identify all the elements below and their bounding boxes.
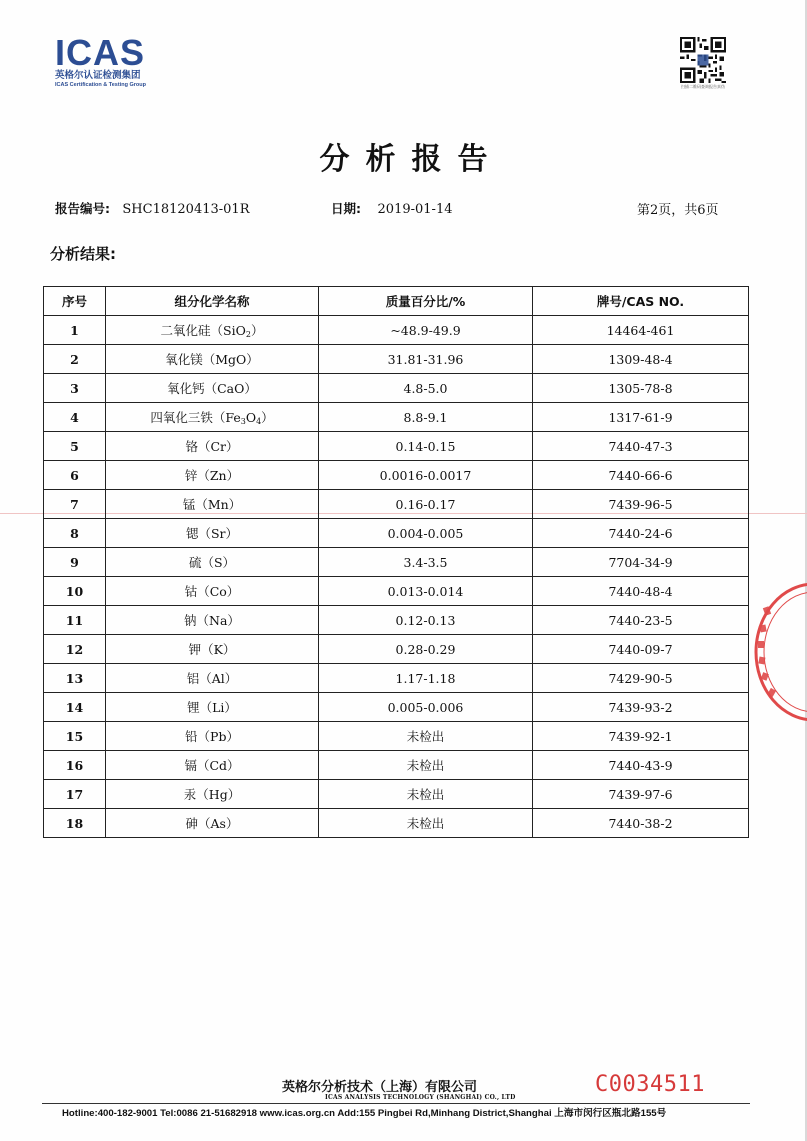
table-row xyxy=(44,403,749,432)
col-header-name: 组分化学名称 xyxy=(106,287,319,316)
cell-cas: 7440-48-4 xyxy=(533,577,749,606)
cell-cas: 7429-90-5 xyxy=(533,664,749,693)
footer-divider xyxy=(42,1103,750,1104)
cell-no: 9 xyxy=(44,548,106,577)
icas-logo xyxy=(55,32,165,89)
cell-percent: 8.8-9.1 xyxy=(319,403,533,432)
table-row xyxy=(44,461,749,490)
cell-name: 四氧化三铁$(Fe_3O_4)$ xyxy=(106,403,319,432)
cell-cas: 7439-96-5 xyxy=(533,490,749,519)
contact-info: Hotline:400-182-9001 Tel:0086 21-51682918 www.icas.org.cn Add:155 Pingbei Rd,Minhang District,Shanghai 上海市闵行区瓶北路155号 xyxy=(62,1108,667,1119)
report-date xyxy=(331,199,452,217)
cell-cas: 7440-43-9 xyxy=(533,751,749,780)
cell-cas: 7440-24-6 xyxy=(533,519,749,548)
cell-cas: 7440-47-3 xyxy=(533,432,749,461)
table-row xyxy=(44,664,749,693)
cell-cas: 7440-23-5 xyxy=(533,606,749,635)
report-date-value: 2019-01-14 xyxy=(377,202,453,217)
cell-no: 15 xyxy=(44,722,106,751)
cell-percent: 0.28-0.29 xyxy=(319,635,533,664)
cell-no: 17 xyxy=(44,780,106,809)
cell-name: 氧化钙（CaO） xyxy=(106,374,319,403)
logo-mark: ICAS xyxy=(55,32,146,73)
company-name-cn: 英格尔分析技术（上海）有限公司 xyxy=(282,1080,478,1095)
cell-cas: 7704-34-9 xyxy=(533,548,749,577)
table-row xyxy=(44,490,749,519)
col-header-no: 序号 xyxy=(44,287,106,316)
cell-no: 6 xyxy=(44,461,106,490)
cell-no: 1 xyxy=(44,316,106,345)
logo-en-text: ICAS Certification & Testing Group xyxy=(55,82,146,88)
cell-percent: 3.4-3.5 xyxy=(319,548,533,577)
qr-code-icon xyxy=(680,37,726,83)
cell-no: 10 xyxy=(44,577,106,606)
table-row xyxy=(44,635,749,664)
cell-percent: 0.013-0.014 xyxy=(319,577,533,606)
cell-name: 锶（Sr） xyxy=(106,519,319,548)
cell-name: 氧化镁（MgO） xyxy=(106,345,319,374)
cell-no: 11 xyxy=(44,606,106,635)
cell-cas: 14464-461 xyxy=(533,316,749,345)
cell-cas: 7440-66-6 xyxy=(533,461,749,490)
cell-name: 砷（As） xyxy=(106,809,319,838)
cell-no: 8 xyxy=(44,519,106,548)
cell-name: 铬（Cr） xyxy=(106,432,319,461)
cell-percent: 未检出 xyxy=(319,751,533,780)
report-title: 分析报告 xyxy=(319,142,504,177)
cell-percent: ~48.9-49.9 xyxy=(319,316,533,345)
cell-percent: 0.005-0.006 xyxy=(319,693,533,722)
table-row xyxy=(44,316,749,345)
cell-percent: 4.8-5.0 xyxy=(319,374,533,403)
logo-cn-text: 英格尔认证检测集团 xyxy=(55,70,141,81)
col-header-cas: 牌号/CAS NO. xyxy=(533,287,749,316)
cell-no: 7 xyxy=(44,490,106,519)
cell-name: 锰（Mn） xyxy=(106,490,319,519)
cell-no: 2 xyxy=(44,345,106,374)
cell-no: 18 xyxy=(44,809,106,838)
table-row xyxy=(44,751,749,780)
cell-name: 锂（Li） xyxy=(106,693,319,722)
cell-no: 14 xyxy=(44,693,106,722)
col-header-percent: 质量百分比/% xyxy=(319,287,533,316)
cell-percent: 未检出 xyxy=(319,722,533,751)
table-row xyxy=(44,548,749,577)
cell-percent: 0.0016-0.0017 xyxy=(319,461,533,490)
cell-name: 钴（Co） xyxy=(106,577,319,606)
red-seal-stamp-icon xyxy=(744,577,807,727)
table-row xyxy=(44,374,749,403)
cell-no: 16 xyxy=(44,751,106,780)
cell-percent: 0.16-0.17 xyxy=(319,490,533,519)
table-row xyxy=(44,519,749,548)
cell-percent: 0.14-0.15 xyxy=(319,432,533,461)
cell-percent: 0.12-0.13 xyxy=(319,606,533,635)
cell-cas: 7439-93-2 xyxy=(533,693,749,722)
cell-percent: 1.17-1.18 xyxy=(319,664,533,693)
cell-cas: 7440-38-2 xyxy=(533,809,749,838)
cell-cas: 1309-48-4 xyxy=(533,345,749,374)
cell-name: 汞（Hg） xyxy=(106,780,319,809)
table-row xyxy=(44,693,749,722)
cell-name: 硫（S） xyxy=(106,548,319,577)
page-indicator: 第2页，共6页 xyxy=(637,203,719,218)
report-number xyxy=(55,199,250,217)
table-row xyxy=(44,722,749,751)
table-row xyxy=(44,577,749,606)
cell-no: 3 xyxy=(44,374,106,403)
cell-percent: 未检出 xyxy=(319,780,533,809)
table-row xyxy=(44,809,749,838)
table-row xyxy=(44,345,749,374)
cell-no: 12 xyxy=(44,635,106,664)
qr-caption: 扫描二维码查询报告真伪 xyxy=(681,84,725,89)
cell-name: 钠（Na） xyxy=(106,606,319,635)
section-title: 分析结果: xyxy=(50,245,116,263)
cell-no: 13 xyxy=(44,664,106,693)
results-table xyxy=(43,286,749,838)
cell-cas: 7440-09-7 xyxy=(533,635,749,664)
report-number-label: 报告编号: xyxy=(55,201,110,216)
table-row xyxy=(44,606,749,635)
cell-name: 铝（Al） xyxy=(106,664,319,693)
report-number-value: SHC18120413-01R xyxy=(122,202,250,217)
cell-cas: 1305-78-8 xyxy=(533,374,749,403)
cell-percent: 0.004-0.005 xyxy=(319,519,533,548)
cell-name: 二氧化硅（SiO$_2$） xyxy=(106,316,319,345)
cell-cas: 1317-61-9 xyxy=(533,403,749,432)
cell-name: 锌（Zn） xyxy=(106,461,319,490)
cell-percent: 未检出 xyxy=(319,809,533,838)
cell-name: 铅（Pb） xyxy=(106,722,319,751)
company-name-en: ICAS ANALYSIS TECHNOLOGY (SHANGHAI) CO., LTD xyxy=(325,1094,516,1101)
table-row xyxy=(44,780,749,809)
cell-no: 5 xyxy=(44,432,106,461)
cell-cas: 7439-97-6 xyxy=(533,780,749,809)
table-header-row xyxy=(44,287,749,316)
cell-name: 钾（K） xyxy=(106,635,319,664)
table-row xyxy=(44,432,749,461)
report-date-label: 日期: xyxy=(331,201,361,216)
cell-percent: 31.81-31.96 xyxy=(319,345,533,374)
serial-number: C0034511 xyxy=(595,1072,705,1097)
cell-cas: 7439-92-1 xyxy=(533,722,749,751)
cell-no: 4 xyxy=(44,403,106,432)
cell-name: 镉（Cd） xyxy=(106,751,319,780)
